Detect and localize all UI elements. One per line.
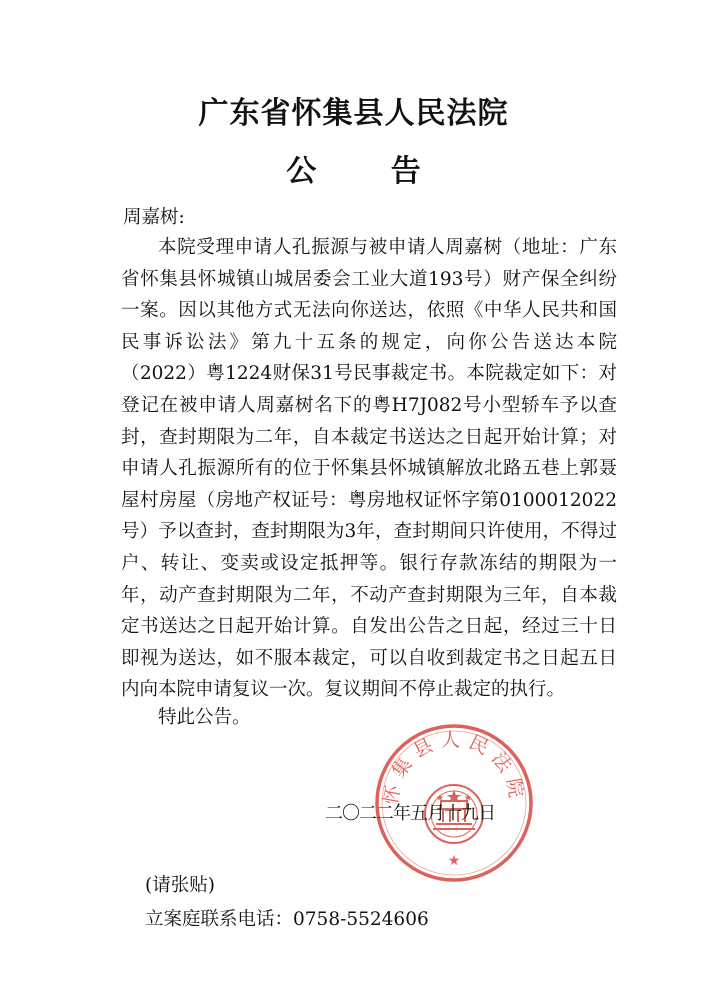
notice-title: 公 告 <box>286 154 453 189</box>
addressee: 周嘉树: <box>123 207 185 228</box>
contact-line <box>145 906 429 934</box>
contact-phone: 0758-5524606 <box>293 909 429 930</box>
seal-star-icon: ★ <box>447 853 461 869</box>
closing-text: 特此公告。 <box>158 707 251 728</box>
seal-text: 怀集县人民法院 <box>379 729 529 807</box>
posting-note: (请张贴) <box>145 875 215 896</box>
issue-date: 二〇二二年五月十九日 <box>325 803 495 824</box>
notice-body: 本院受理申请人孔振源与被申请人周嘉树（地址：广东省怀集县怀城镇山城居委会工业大道193号）财产保全纠纷一案。因以其他方式无法向你送达，依照《中华人民共和国民事诉讼法》第九十五条的规定，向你公告送达本院（2022）粤1224财保31号民事裁定书。本院裁定如下：对登记在被申请人周嘉树名下的粤H7J082号小型轿车予以查封，查封期限为二年，自本裁定书送达之日起开始计算；对申请人孔振源所有的位于怀集县怀城镇解放北路五巷上郭聂屋村房屋（房地产权证号：粤房地权证怀字第0100012022号）予以查封，查封期限为3年，查封期间只许使用，不得过户、转让、变卖或设定抵押等。银行存款冻结的期限为一年，动产查封期限为二年，不动产查封期限为三年，自本裁定书送达之日起开始计算。自发出公告之日起，经过三十日即视为送达，如不服本裁定，可以自收到裁定书之日起五日内向本院申请复议一次。复议期间不停止裁定的执行。 <box>121 237 617 701</box>
court-name: 广东省怀集县人民法院 <box>198 96 509 131</box>
contact-label: 立案庭联系电话： <box>145 909 294 930</box>
